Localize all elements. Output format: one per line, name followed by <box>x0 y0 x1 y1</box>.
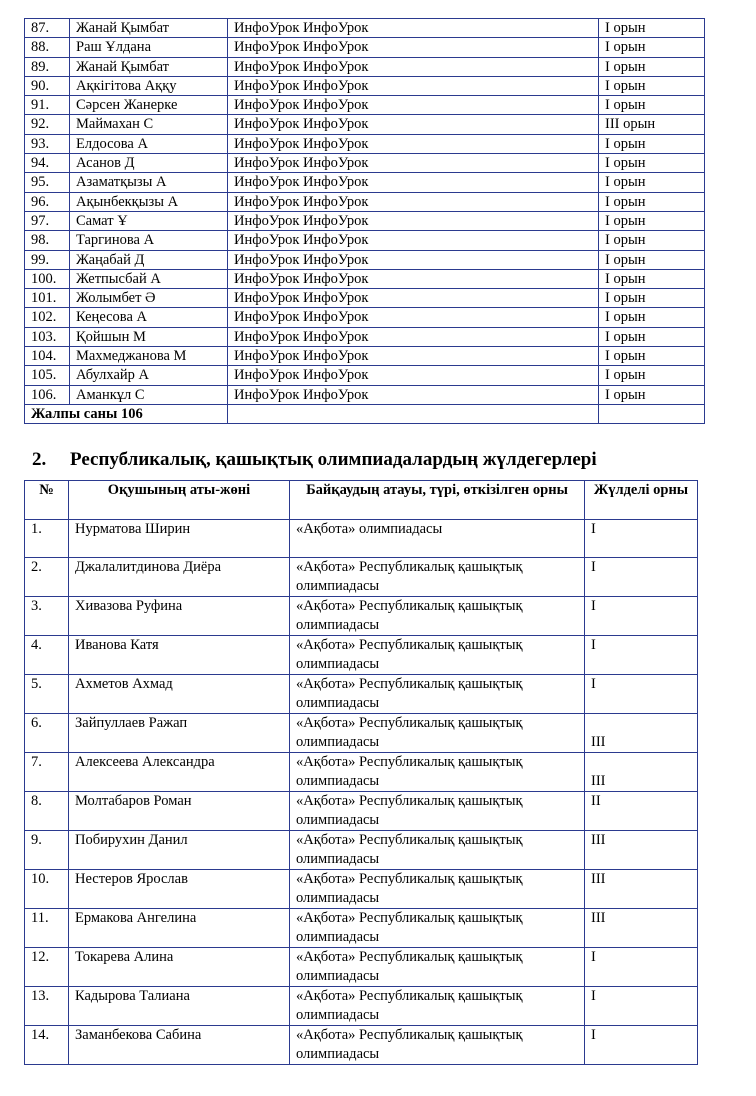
table-row <box>25 211 705 230</box>
cell-place: I орын <box>599 154 705 173</box>
cell-event: ИнфоУрок ИнфоУрок <box>228 347 599 366</box>
cell-place: I орын <box>599 76 705 95</box>
cell-name: Кадырова Талиана <box>69 987 290 1026</box>
cell-name: Жаңабай Д <box>70 250 228 269</box>
cell-place: III <box>585 714 698 753</box>
cell-num: 99. <box>25 250 70 269</box>
cell-num: 104. <box>25 347 70 366</box>
table-row <box>25 948 698 987</box>
cell-num: 2. <box>25 558 69 597</box>
table-row <box>25 909 698 948</box>
cell-place: I орын <box>599 192 705 211</box>
cell-name: Нестеров Ярослав <box>69 870 290 909</box>
cell-name: Заманбекова Сабина <box>69 1026 290 1065</box>
cell-name: Хивазова Руфина <box>69 597 290 636</box>
cell-num: 11. <box>25 909 69 948</box>
table-row <box>25 347 705 366</box>
cell-num: 100. <box>25 269 70 288</box>
cell-event: ИнфоУрок ИнфоУрок <box>228 19 599 38</box>
cell-place: I орын <box>599 134 705 153</box>
cell-event: «Ақбота» олимпиадасы <box>290 520 585 558</box>
cell-event: «Ақбота» Республикалық қашықтық олимпиадасы <box>290 909 585 948</box>
cell-name: Ахметов Ахмад <box>69 675 290 714</box>
table-row <box>25 792 698 831</box>
table-row <box>25 19 705 38</box>
cell-place: I орын <box>599 57 705 76</box>
cell-place: I орын <box>599 250 705 269</box>
table-row <box>25 385 705 404</box>
cell-name: Жолымбет Ә <box>70 289 228 308</box>
header-num: № <box>25 481 69 520</box>
cell-event: ИнфоУрок ИнфоУрок <box>228 76 599 95</box>
cell-name: Раш Ұлдана <box>70 38 228 57</box>
results-table-1 <box>24 18 705 424</box>
table-row <box>25 192 705 211</box>
cell-event: ИнфоУрок ИнфоУрок <box>228 57 599 76</box>
cell-event: «Ақбота» Республикалық қашықтық олимпиадасы <box>290 987 585 1026</box>
empty-cell <box>599 404 705 423</box>
cell-name: Ақкігітова Аққу <box>70 76 228 95</box>
cell-place: III <box>585 831 698 870</box>
cell-num: 4. <box>25 636 69 675</box>
table-row <box>25 327 705 346</box>
cell-place: I <box>585 597 698 636</box>
cell-num: 7. <box>25 753 69 792</box>
cell-place: I орын <box>599 366 705 385</box>
table-row <box>25 173 705 192</box>
section-title: Республикалық, қашықтық олимпиадалардың жүлдегерлері <box>70 449 597 470</box>
cell-place: I <box>585 636 698 675</box>
cell-place: I орын <box>599 269 705 288</box>
cell-place: I <box>585 675 698 714</box>
cell-name: Побирухин Данил <box>69 831 290 870</box>
cell-name: Ермакова Ангелина <box>69 909 290 948</box>
cell-name: Сәрсен Жанерке <box>70 96 228 115</box>
cell-num: 97. <box>25 211 70 230</box>
cell-name: Таргинова А <box>70 231 228 250</box>
table-row <box>25 154 705 173</box>
cell-num: 106. <box>25 385 70 404</box>
cell-num: 95. <box>25 173 70 192</box>
results-table-1-body <box>25 19 705 424</box>
empty-cell <box>228 404 599 423</box>
table-row <box>25 115 705 134</box>
cell-name: Жанай Қымбат <box>70 19 228 38</box>
cell-place: I <box>585 948 698 987</box>
cell-num: 105. <box>25 366 70 385</box>
cell-event: ИнфоУрок ИнфоУрок <box>228 385 599 404</box>
cell-place: I орын <box>599 38 705 57</box>
table-row <box>25 57 705 76</box>
cell-num: 92. <box>25 115 70 134</box>
cell-num: 96. <box>25 192 70 211</box>
cell-place: III орын <box>599 115 705 134</box>
cell-event: ИнфоУрок ИнфоУрок <box>228 115 599 134</box>
cell-event: ИнфоУрок ИнфоУрок <box>228 211 599 230</box>
cell-name: Азаматқызы А <box>70 173 228 192</box>
cell-num: 5. <box>25 675 69 714</box>
cell-num: 88. <box>25 38 70 57</box>
cell-event: «Ақбота» Республикалық қашықтық олимпиадасы <box>290 948 585 987</box>
cell-name: Маймахан С <box>70 115 228 134</box>
cell-name: Абулхайр А <box>70 366 228 385</box>
cell-num: 89. <box>25 57 70 76</box>
olympiad-winners-body <box>25 520 698 1065</box>
cell-name: Жетпысбай А <box>70 269 228 288</box>
table-row <box>25 366 705 385</box>
table-row <box>25 289 705 308</box>
cell-event: «Ақбота» Республикалық қашықтық олимпиадасы <box>290 792 585 831</box>
cell-place: I <box>585 558 698 597</box>
cell-num: 90. <box>25 76 70 95</box>
cell-name: Аманкұл С <box>70 385 228 404</box>
cell-num: 91. <box>25 96 70 115</box>
cell-place: III <box>585 909 698 948</box>
cell-name: Қойшын М <box>70 327 228 346</box>
table-row <box>25 231 705 250</box>
cell-name: Жанай Қымбат <box>70 57 228 76</box>
cell-event: ИнфоУрок ИнфоУрок <box>228 269 599 288</box>
cell-name: Елдосова А <box>70 134 228 153</box>
table-row <box>25 76 705 95</box>
section-heading <box>32 449 597 471</box>
table-row <box>25 269 705 288</box>
cell-event: ИнфоУрок ИнфоУрок <box>228 289 599 308</box>
cell-event: ИнфоУрок ИнфоУрок <box>228 327 599 346</box>
cell-num: 14. <box>25 1026 69 1065</box>
cell-name: Самат Ұ <box>70 211 228 230</box>
cell-place: II <box>585 792 698 831</box>
cell-num: 10. <box>25 870 69 909</box>
cell-place: I <box>585 520 698 558</box>
cell-num: 1. <box>25 520 69 558</box>
table-row <box>25 636 698 675</box>
cell-place: I <box>585 1026 698 1065</box>
cell-name: Кеңесова А <box>70 308 228 327</box>
cell-place: I орын <box>599 289 705 308</box>
cell-event: ИнфоУрок ИнфоУрок <box>228 192 599 211</box>
table-row <box>25 1026 698 1065</box>
cell-name: Иванова Катя <box>69 636 290 675</box>
cell-event: «Ақбота» Республикалық қашықтық олимпиадасы <box>290 753 585 792</box>
cell-num: 6. <box>25 714 69 753</box>
header-place: Жүлделі орны <box>585 481 698 520</box>
cell-event: «Ақбота» Республикалық қашықтық олимпиадасы <box>290 1026 585 1065</box>
table-row <box>25 134 705 153</box>
cell-name: Молтабаров Роман <box>69 792 290 831</box>
table-row <box>25 38 705 57</box>
cell-event: «Ақбота» Республикалық қашықтық олимпиадасы <box>290 870 585 909</box>
table-row <box>25 714 698 753</box>
table-row <box>25 831 698 870</box>
cell-place: I <box>585 987 698 1026</box>
cell-num: 103. <box>25 327 70 346</box>
cell-name: Махмеджанова М <box>70 347 228 366</box>
cell-event: «Ақбота» Республикалық қашықтық олимпиадасы <box>290 636 585 675</box>
cell-num: 13. <box>25 987 69 1026</box>
table-row <box>25 753 698 792</box>
cell-name: Нурматова Ширин <box>69 520 290 558</box>
cell-place: I орын <box>599 96 705 115</box>
cell-event: «Ақбота» Республикалық қашықтық олимпиадасы <box>290 831 585 870</box>
cell-event: «Ақбота» Республикалық қашықтық олимпиадасы <box>290 714 585 753</box>
cell-event: ИнфоУрок ИнфоУрок <box>228 250 599 269</box>
table-row <box>25 987 698 1026</box>
cell-name: Джалалитдинова Диёра <box>69 558 290 597</box>
header-event: Байқаудың атауы, түрі, өткізілген орны <box>290 481 585 520</box>
cell-num: 3. <box>25 597 69 636</box>
cell-event: ИнфоУрок ИнфоУрок <box>228 366 599 385</box>
cell-num: 101. <box>25 289 70 308</box>
cell-event: «Ақбота» Республикалық қашықтық олимпиадасы <box>290 558 585 597</box>
cell-place: I орын <box>599 231 705 250</box>
cell-num: 9. <box>25 831 69 870</box>
cell-num: 102. <box>25 308 70 327</box>
cell-event: ИнфоУрок ИнфоУрок <box>228 231 599 250</box>
cell-num: 94. <box>25 154 70 173</box>
olympiad-winners-table <box>24 480 698 1065</box>
cell-place: III <box>585 753 698 792</box>
total-label: Жалпы саны 106 <box>25 404 228 423</box>
table-row <box>25 870 698 909</box>
cell-place: I орын <box>599 173 705 192</box>
cell-event: «Ақбота» Республикалық қашықтық олимпиадасы <box>290 675 585 714</box>
table-row <box>25 250 705 269</box>
cell-event: ИнфоУрок ИнфоУрок <box>228 154 599 173</box>
cell-name: Ақынбекқызы А <box>70 192 228 211</box>
cell-event: ИнфоУрок ИнфоУрок <box>228 173 599 192</box>
cell-num: 12. <box>25 948 69 987</box>
cell-place: III <box>585 870 698 909</box>
cell-event: ИнфоУрок ИнфоУрок <box>228 134 599 153</box>
cell-place: I орын <box>599 385 705 404</box>
table-row <box>25 558 698 597</box>
cell-name: Асанов Д <box>70 154 228 173</box>
cell-num: 93. <box>25 134 70 153</box>
cell-num: 8. <box>25 792 69 831</box>
total-row <box>25 404 705 423</box>
section-number: 2. <box>32 449 47 470</box>
cell-num: 87. <box>25 19 70 38</box>
cell-place: I орын <box>599 308 705 327</box>
cell-event: «Ақбота» Республикалық қашықтық олимпиадасы <box>290 597 585 636</box>
cell-event: ИнфоУрок ИнфоУрок <box>228 96 599 115</box>
cell-event: ИнфоУрок ИнфоУрок <box>228 38 599 57</box>
header-name: Оқушының аты-жөні <box>69 481 290 520</box>
cell-name: Алексеева Александра <box>69 753 290 792</box>
cell-place: I орын <box>599 19 705 38</box>
table-row <box>25 520 698 558</box>
table-header-row <box>25 481 698 520</box>
cell-place: I орын <box>599 211 705 230</box>
cell-name: Токарева Алина <box>69 948 290 987</box>
cell-name: Зайпуллаев Ражап <box>69 714 290 753</box>
table-row <box>25 675 698 714</box>
cell-num: 98. <box>25 231 70 250</box>
table-row <box>25 597 698 636</box>
cell-place: I орын <box>599 347 705 366</box>
cell-place: I орын <box>599 327 705 346</box>
table-row <box>25 96 705 115</box>
table-row <box>25 308 705 327</box>
cell-event: ИнфоУрок ИнфоУрок <box>228 308 599 327</box>
